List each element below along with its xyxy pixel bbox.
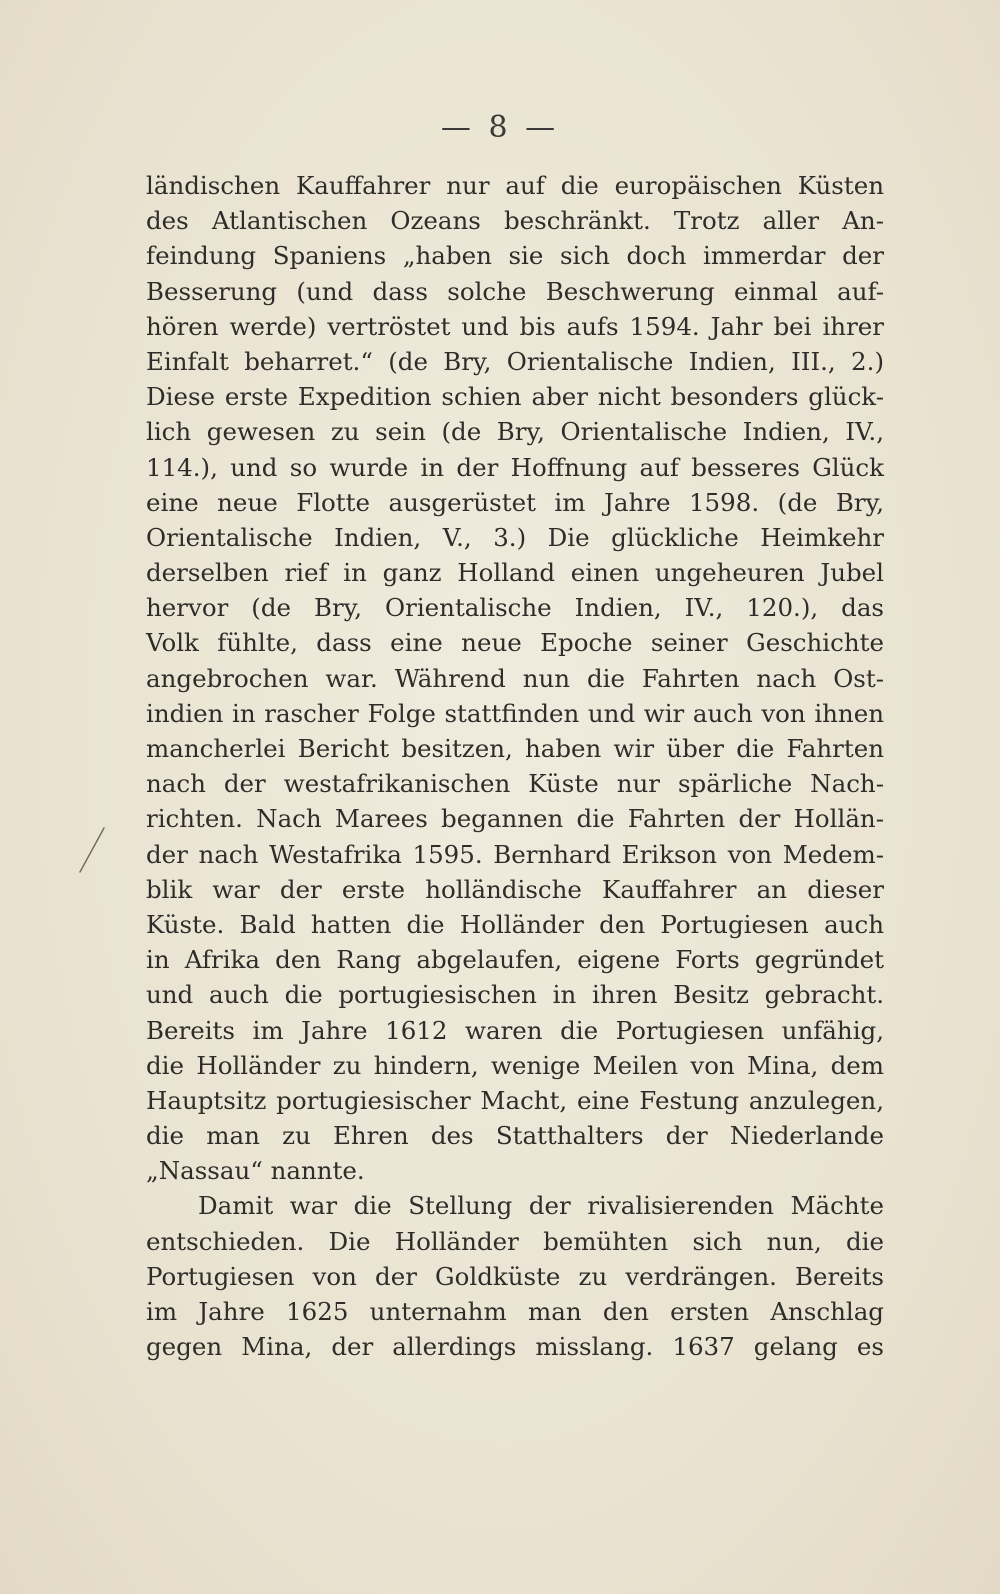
text-line: nach der westafrikanischen Küste nur spärliche Nach-	[146, 769, 884, 799]
text-line: indien in rascher Folge stattfinden und wir auch von ihnen	[146, 698, 884, 728]
text-line: hervor (de Bry, Orientalische Indien, IV., 120.), das	[146, 593, 884, 623]
text-line: des Atlantischen Ozeans beschränkt. Trotz aller An-	[146, 206, 884, 236]
text-line: Diese erste Expedition schien aber nicht besonders glück-	[146, 382, 884, 412]
text-line: richten. Nach Marees begannen die Fahrten der Hollän-	[146, 804, 884, 834]
text-line: „Nassau“ nannte.	[146, 1156, 365, 1186]
text-line: derselben rief in ganz Holland einen ungeheuren Jubel	[146, 558, 884, 588]
text-line: der nach Westafrika 1595. Bernhard Erikson von Medem-	[146, 839, 884, 869]
text-line: 114.), und so wurde in der Hoffnung auf besseres Glück	[146, 452, 884, 482]
text-line: im Jahre 1625 unternahm man den ersten Anschlag	[146, 1297, 884, 1326]
text-line: ländischen Kauffahrer nur auf die europäischen Küsten	[146, 171, 884, 200]
text-line: gegen Mina, der allerdings misslang. 1637 gelang es	[146, 1332, 884, 1362]
text-line: Besserung (und dass solche Beschwerung einmal auf-	[146, 276, 884, 306]
text-line: Küste. Bald hatten die Holländer den Portugiesen auch	[146, 909, 884, 939]
text-line: und auch die portugiesischen in ihren Besitz gebracht.	[146, 980, 884, 1010]
text-line: angebrochen war. Während nun die Fahrten nach Ost-	[146, 663, 884, 693]
text-line: Damit war die Stellung der rivalisierenden Mächte	[198, 1191, 884, 1221]
text-line: hören werde) vertröstet und bis aufs 1594. Jahr bei ihrer	[146, 311, 884, 341]
text-line: blik war der erste holländische Kauffahrer an dieser	[146, 874, 884, 904]
text-line: Hauptsitz portugiesischer Macht, eine Festung anzulegen,	[146, 1085, 884, 1115]
text-line: mancherlei Bericht besitzen, haben wir über die Fahrten	[146, 734, 884, 763]
text-line: in Afrika den Rang abgelaufen, eigene Forts gegründet	[146, 945, 884, 975]
text-line: lich gewesen zu sein (de Bry, Orientalische Indien, IV.,	[146, 417, 884, 447]
text-line: Volk fühlte, dass eine neue Epoche seiner Geschichte	[146, 628, 884, 658]
text-line: die man zu Ehren des Statthalters der Niederlande	[146, 1121, 884, 1151]
text-line: eine neue Flotte ausgerüstet im Jahre 1598. (de Bry,	[146, 487, 884, 517]
page-number: — 8 —	[440, 110, 560, 145]
text-line: Bereits im Jahre 1612 waren die Portugiesen unfähig,	[146, 1015, 884, 1045]
text-line: Einfalt beharret.“ (de Bry, Orientalische Indien, III., 2.)	[146, 346, 884, 376]
text-line: die Holländer zu hindern, wenige Meilen von Mina, dem	[146, 1050, 884, 1080]
text-line: Portugiesen von der Goldküste zu verdrängen. Bereits	[146, 1261, 884, 1291]
pencil-margin-mark	[76, 826, 108, 874]
body-text	[146, 168, 884, 1364]
text-line: Orientalische Indien, V., 3.) Die glückliche Heimkehr	[146, 522, 884, 552]
text-line: feindung Spaniens „haben sie sich doch immerdar der	[146, 241, 884, 271]
text-line: entschieden. Die Holländer bemühten sich nun, die	[146, 1226, 884, 1256]
